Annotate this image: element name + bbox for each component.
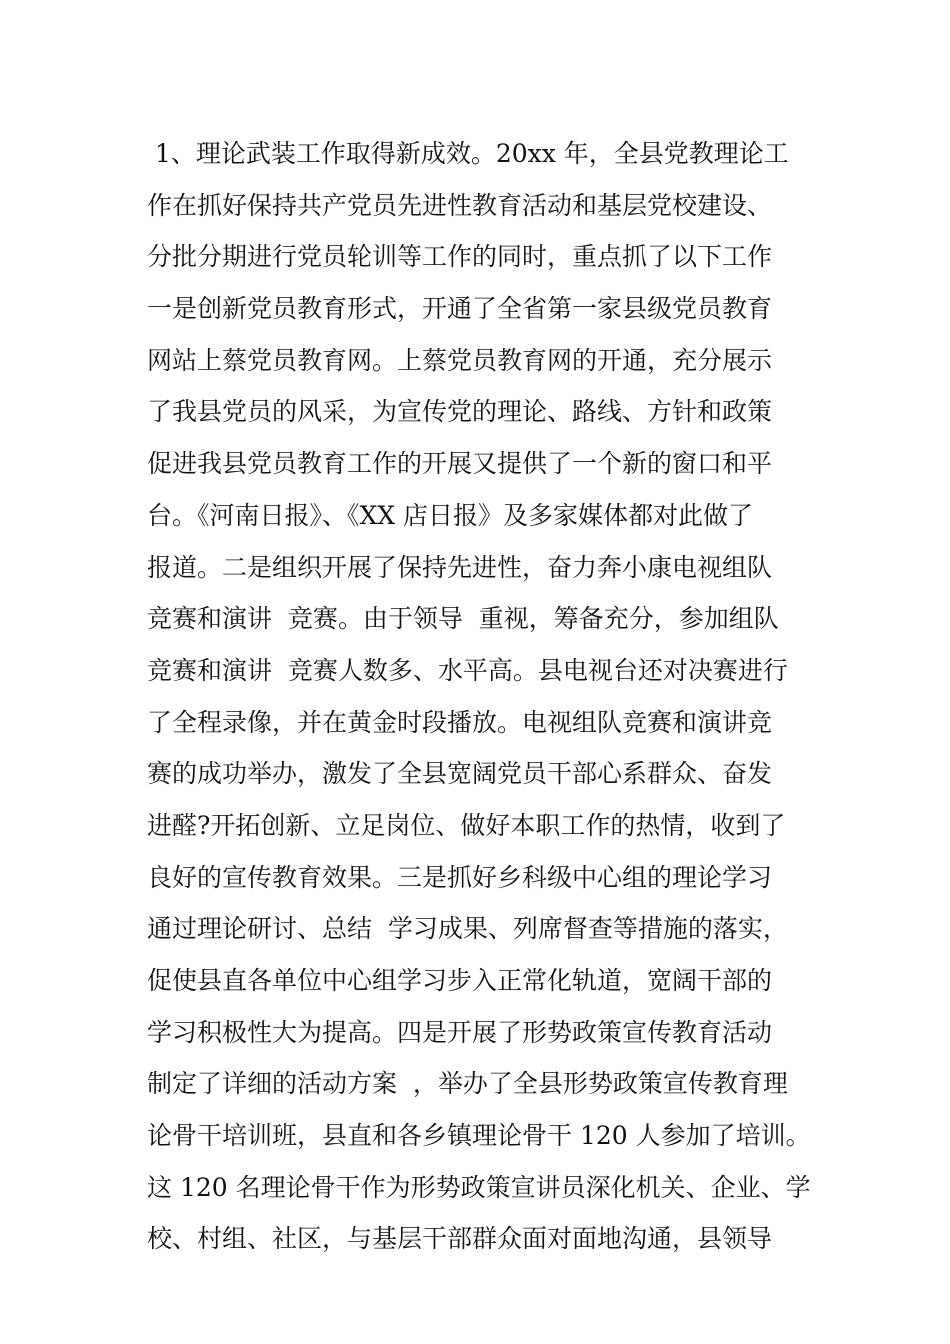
- text-line: 良好的宣传教育效果。三是抓好乡科级中心组的理论学习: [147, 862, 773, 892]
- text-line: 报道。二是组织开展了保持先进性，奋力奔小康电视组队: [147, 552, 773, 582]
- text-line: 台。《河南日报》、《XX 店日报》及多家媒体都对此做了: [147, 500, 754, 530]
- text-line: 作在抓好保持共产党员先进性教育活动和基层党校建设、: [147, 190, 773, 220]
- text-line: 制定了详细的活动方案 ，举办了全县形势政策宣传教育理: [147, 1069, 788, 1099]
- text-line: 了全程录像，并在黄金时段播放。电视组队竞赛和演讲竞: [147, 707, 773, 737]
- body-paragraph: [147, 128, 812, 1265]
- text-line: 进醛?开拓创新、立足岗位、做好本职工作的热情，收到了: [147, 810, 786, 840]
- text-line: 这 120 名理论骨干作为形势政策宣讲员深化机关、企业、学: [147, 1172, 811, 1202]
- text-line: 赛的成功举办，激发了全县宽阔党员干部心系群众、奋发: [147, 759, 773, 789]
- text-line: 网站上蔡党员教育网。上蔡党员教育网的开通，充分展示: [147, 345, 773, 375]
- text-line: 学习积极性大为提高。四是开展了形势政策宣传教育活动: [147, 1017, 773, 1047]
- text-line: 促进我县党员教育工作的开展又提供了一个新的窗口和平: [147, 449, 773, 479]
- text-line: 促使县直各单位中心组学习步入正常化轨道，宽阔干部的: [147, 966, 773, 995]
- text-line: 一是创新党员教育形式，开通了全省第一家县级党员教育: [147, 294, 773, 324]
- text-line: 竞赛和演讲 竞赛人数多、水平高。县电视台还对决赛进行: [147, 655, 788, 685]
- text-line: 1、理论武装工作取得新成效。20xx 年，全县党教理论工: [147, 139, 789, 168]
- text-line: 通过理论研讨、总结 学习成果、列席督查等措施的落实，: [147, 914, 788, 944]
- text-line: 论骨干培训班，县直和各乡镇理论骨干 120 人参加了培训。: [147, 1121, 811, 1151]
- text-line: 校、村组、社区，与基层干部群众面对面地沟通，县领导: [147, 1224, 773, 1254]
- text-line: 分批分期进行党员轮训等工作的同时，重点抓了以下工作: [147, 242, 773, 272]
- text-line: 竞赛和演讲 竞赛。由于领导 重视，筹备充分，参加组队: [147, 604, 779, 634]
- text-line: 了我县党员的风采，为宣传党的理论、路线、方针和政策: [147, 397, 773, 427]
